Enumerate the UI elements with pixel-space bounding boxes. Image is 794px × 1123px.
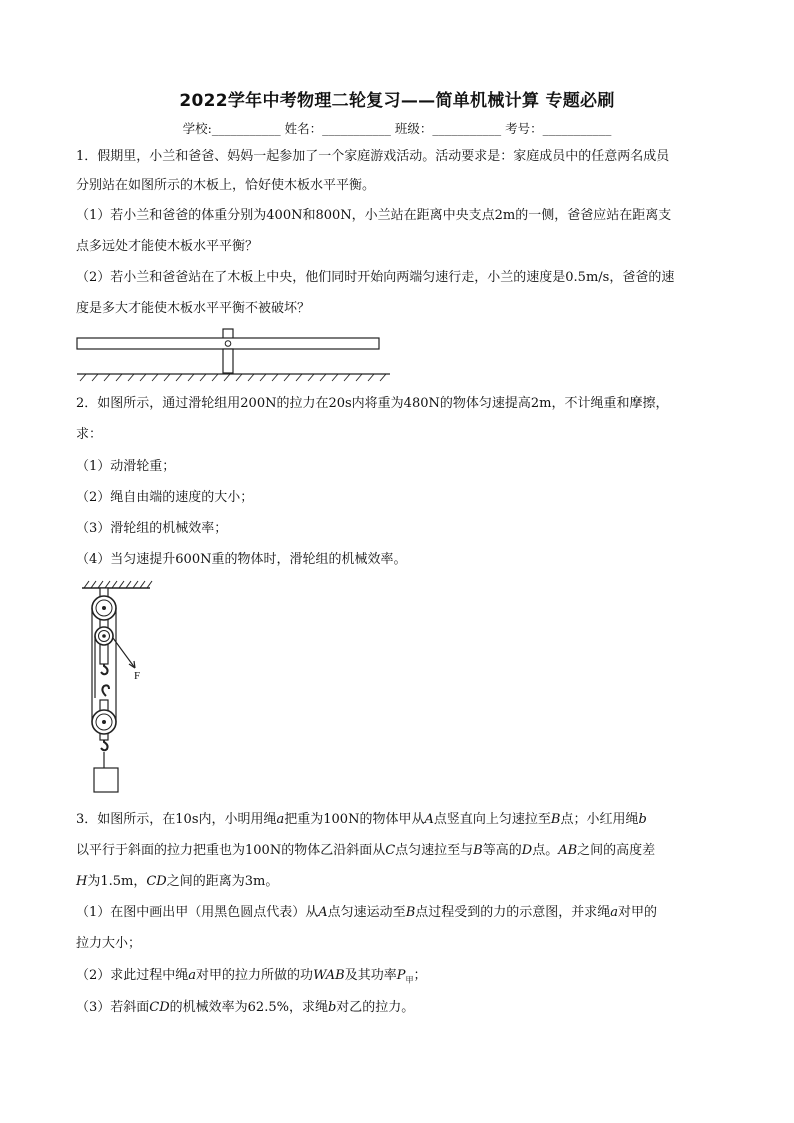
q2-stem-line2: 求： xyxy=(76,427,103,442)
load-block xyxy=(94,768,118,792)
q3-part2: （2）求此过程中绳a对甲的拉力所做的功WAB及其功率$P_甲$； xyxy=(76,968,427,985)
page-title: 2022学年中考物理二轮复习——简单机械计算 专题必刷 xyxy=(179,91,615,111)
force-label: F xyxy=(134,670,141,682)
q2-part2: （2）绳自由端的速度的大小； xyxy=(76,490,254,505)
q1-part2-line2: 度是多大才能使木板水平平衡不被破坏？ xyxy=(76,301,311,316)
q1-stem-line2: 分别站在如图所示的木板上，恰好使木板水平平衡。 xyxy=(76,178,376,193)
student-info-line xyxy=(0,119,794,137)
pulley-system-figure xyxy=(78,578,168,798)
q3-part1-line2: 拉力大小； xyxy=(76,936,142,951)
q3-stem-line3: H为1.5m，CD之间的距离为3m。 xyxy=(76,874,279,889)
movable-pulley-hook-bottom-icon xyxy=(101,740,108,750)
seesaw-support-post xyxy=(223,349,233,373)
movable-pulley-hook-top-icon xyxy=(102,685,109,696)
q1-part1-line2: 点多远处才能使木板水平平衡？ xyxy=(76,239,259,254)
q1-part2-line1: （2）若小兰和爸爸站在了木板上中央，他们同时开始向两端匀速行走，小兰的速度是0.5m/s，爸爸的速 xyxy=(76,270,675,285)
fixed-pulley-hook-icon xyxy=(101,664,108,674)
q1-stem-line1: 1．假期里，小兰和爸爸、妈妈一起参加了一个家庭游戏活动。活动要求是：家庭成员中的任意两名成员 xyxy=(76,149,670,164)
ground-hatching xyxy=(80,374,386,381)
q2-stem-line1: 2．如图所示，通过滑轮组用200N的拉力在20s内将重为480N的物体匀速提高2m，不计绳重和摩擦， xyxy=(76,396,669,411)
class-field[interactable]: 班级：___________ xyxy=(394,121,502,136)
q3-part3: （3）若斜面CD的机械效率为62.5%，求绳b对乙的拉力。 xyxy=(76,1000,415,1015)
exam-number-field[interactable]: 考号：___________ xyxy=(505,121,612,136)
q3-stem-line1: 3．如图所示，在10s内，小明用绳a把重为100N的物体甲从A点竖直向上匀速拉至B点；小红用绳b xyxy=(76,812,647,827)
q1-part1-line1: （1）若小兰和爸爸的体重分别为400N和800N，小兰站在距离中央支点2m的一侧，爸爸应站在距离支 xyxy=(76,208,672,223)
name-field[interactable]: 姓名：___________ xyxy=(284,121,391,136)
q3-stem-line2: 以平行于斜面的拉力把重也为100N的物体乙沿斜面从C点匀速拉至与B等高的D点。AB之间的高度差 xyxy=(76,843,656,858)
q2-part3: （3）滑轮组的机械效率； xyxy=(76,521,228,536)
ceiling-hatching xyxy=(84,581,152,588)
seesaw-figure xyxy=(72,326,392,382)
q2-part4: （4）当匀速提升600N重的物体时，滑轮组的机械效率。 xyxy=(76,552,407,567)
q2-part1: （1）动滑轮重； xyxy=(76,459,176,474)
school-field[interactable]: 学校:___________ xyxy=(182,121,281,136)
pivot-icon xyxy=(225,341,231,347)
q3-part1-line1: （1）在图中画出甲（用黑色圆点代表）从A点匀速运动至B点过程受到的力的示意图，并求绳a对甲的 xyxy=(76,905,658,920)
